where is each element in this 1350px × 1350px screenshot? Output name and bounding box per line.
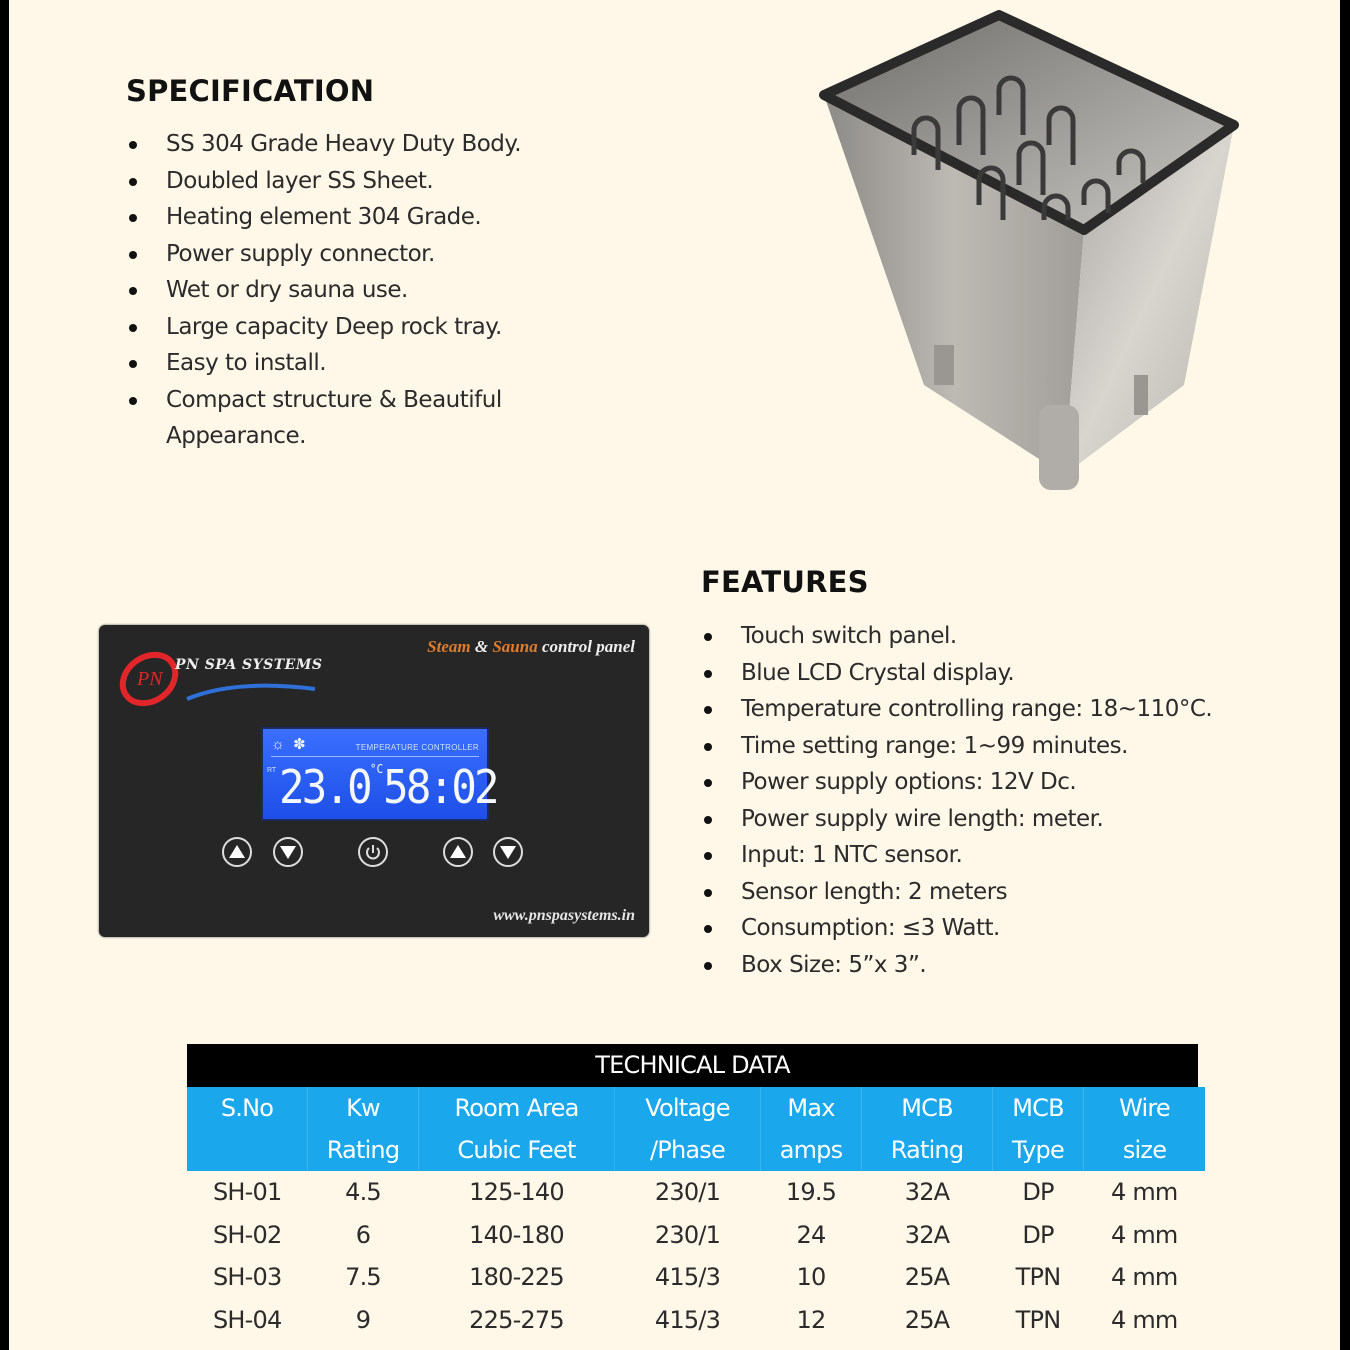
table-cell: 24 [796, 1220, 826, 1249]
bullet-icon [129, 397, 137, 405]
table-cell: 4 mm [1111, 1263, 1178, 1292]
table-row [187, 1214, 1205, 1257]
list-item [126, 309, 626, 346]
time-down-button[interactable] [493, 837, 523, 867]
column-header-line: /Phase [650, 1136, 725, 1164]
column-header [761, 1087, 862, 1171]
column-header [419, 1087, 615, 1171]
column-header-line: MCB [1012, 1094, 1064, 1122]
table-row [187, 1256, 1205, 1299]
panel-title [427, 637, 635, 657]
bullet-icon [704, 816, 712, 824]
list-item [701, 764, 1321, 801]
lcd-label: TEMPERATURE CONTROLLER [355, 743, 479, 752]
table-cell: 4 mm [1111, 1178, 1178, 1207]
bullet-icon [704, 706, 712, 714]
table-cell: 225-275 [469, 1305, 564, 1334]
list-item [126, 382, 626, 455]
bullet-icon [704, 889, 712, 897]
triangle-up-icon [227, 842, 247, 862]
power-button[interactable] [358, 837, 388, 867]
table-cell: 415/3 [654, 1263, 721, 1292]
bullet-icon [704, 925, 712, 933]
lcd-divider [271, 756, 479, 757]
column-header-line: Voltage [645, 1094, 730, 1122]
bullet-icon [129, 141, 137, 149]
table-cell: 32A [904, 1220, 950, 1249]
bullet-icon [704, 852, 712, 860]
features-list [701, 618, 1321, 983]
bullet-icon [704, 962, 712, 970]
column-header [308, 1087, 419, 1171]
spec-sheet-page [9, 0, 1340, 1350]
table-cell: 415/3 [654, 1305, 721, 1334]
column-header-line: Wire [1119, 1094, 1170, 1122]
table-title: TECHNICAL DATA [187, 1044, 1198, 1087]
column-header [615, 1087, 761, 1171]
table-row [187, 1171, 1205, 1214]
list-item [126, 126, 626, 163]
list-item [126, 163, 626, 200]
column-header-line: Rating [890, 1136, 964, 1164]
table-cell: 25A [904, 1305, 950, 1334]
temp-down-button[interactable] [273, 837, 303, 867]
table-cell: TPN [1015, 1263, 1061, 1292]
lcd-readout [279, 759, 497, 815]
bullet-icon [129, 360, 137, 368]
list-item [701, 618, 1321, 655]
list-item-text: Consumption: ≤3 Watt. [741, 915, 1000, 941]
technical-data-table [187, 1044, 1198, 1341]
column-header-line: MCB [901, 1094, 953, 1122]
table-cell: 32A [904, 1178, 950, 1207]
list-item-text: Compact structure & Beautiful Appearance. [166, 386, 502, 449]
list-item-text: Blue LCD Crystal display. [741, 659, 1015, 686]
list-item-text: Input: 1 NTC sensor. [741, 842, 963, 868]
list-item-text: Large capacity Deep rock tray. [166, 313, 502, 340]
list-item-text: Heating element 304 Grade. [166, 204, 482, 230]
list-item-text: Time setting range: 1~99 minutes. [741, 732, 1128, 759]
table-cell: 9 [355, 1305, 371, 1334]
list-item-text: Sensor length: 2 meters [741, 878, 1008, 905]
column-header-line: Type [1012, 1136, 1064, 1164]
list-item [126, 236, 626, 273]
list-item-text: Wet or dry sauna use. [166, 277, 408, 303]
table-cell: SH-01 [213, 1178, 282, 1207]
table-row [187, 1299, 1205, 1342]
timer-value: 58:02 [383, 760, 497, 814]
time-up-button[interactable] [443, 837, 473, 867]
column-header [862, 1087, 993, 1171]
bullet-icon [129, 251, 137, 259]
column-header-line: size [1122, 1136, 1167, 1164]
list-item [701, 947, 1321, 984]
bullet-icon [129, 324, 137, 332]
column-header-line: amps [779, 1136, 843, 1164]
list-item [701, 874, 1321, 911]
bullet-icon [129, 287, 137, 295]
list-item [126, 345, 626, 382]
column-header-line: Max [787, 1094, 835, 1122]
title-amp: & [470, 637, 493, 656]
column-header [187, 1087, 308, 1171]
list-item [126, 272, 626, 309]
column-header-line: Kw [346, 1094, 380, 1122]
column-header-line: S.No [220, 1094, 274, 1122]
table-cell: 6 [355, 1220, 371, 1249]
column-header [993, 1087, 1084, 1171]
list-item [701, 837, 1321, 874]
lcd-display [261, 727, 497, 821]
list-item-text: Touch switch panel. [741, 623, 957, 649]
logo-letters: PN [137, 668, 163, 690]
bullet-icon [704, 633, 712, 641]
specification-list [126, 126, 626, 455]
panel-url: www.pnspasystems.in [493, 907, 635, 924]
temp-unit: °C [369, 762, 384, 776]
table-cell: 4 mm [1111, 1305, 1178, 1334]
table-cell: SH-04 [213, 1305, 282, 1334]
bullet-icon [129, 178, 137, 186]
table-cell: 19.5 [785, 1178, 837, 1207]
list-item-text: Power supply wire length: meter. [741, 805, 1104, 832]
list-item-text: Easy to install. [166, 350, 327, 376]
column-header-line: Rating [326, 1136, 400, 1164]
table-cell: 12 [796, 1305, 826, 1334]
table-cell: 180-225 [469, 1263, 564, 1292]
control-panel-image [99, 625, 649, 937]
list-item [701, 801, 1321, 838]
list-item-text: Temperature controlling range: 18~110°C. [741, 696, 1213, 722]
bullet-icon [704, 779, 712, 787]
bullet-icon [704, 670, 712, 678]
temperature-value: 23.0 [279, 760, 370, 814]
list-item [126, 199, 626, 236]
table-cell: TPN [1015, 1305, 1061, 1334]
table-cell: 4.5 [345, 1178, 381, 1207]
list-item [701, 655, 1321, 692]
list-item [701, 910, 1321, 947]
table-cell: 125-140 [469, 1178, 564, 1207]
list-item [701, 691, 1321, 728]
triangle-up-icon [448, 842, 468, 862]
power-icon [363, 842, 383, 862]
table-cell: DP [1022, 1178, 1054, 1207]
brand-name: PN SPA SYSTEMS [175, 657, 323, 673]
pn-logo [115, 639, 325, 709]
table-cell: 25A [904, 1263, 950, 1292]
table-cell: 7.5 [345, 1263, 381, 1292]
table-cell: DP [1022, 1220, 1054, 1249]
table-cell: SH-03 [213, 1263, 282, 1292]
list-item-text: Box Size: 5”x 3”. [741, 951, 927, 978]
table-body [187, 1171, 1205, 1341]
bullet-icon [704, 743, 712, 751]
list-item-text: Power supply options: 12V Dc. [741, 769, 1077, 795]
table-cell: 4 mm [1111, 1220, 1178, 1249]
sun-icon: ☼ ✽ [271, 736, 306, 753]
list-item-text: Power supply connector. [166, 240, 435, 267]
list-item-text: Doubled layer SS Sheet. [166, 167, 434, 194]
sauna-heater-image [809, 5, 1249, 495]
column-header-line: Cubic Feet [457, 1136, 576, 1164]
table-header-row [187, 1087, 1205, 1171]
title-steam: Steam [427, 637, 471, 656]
triangle-down-icon [278, 842, 298, 862]
specification-heading: SPECIFICATION [126, 74, 375, 108]
triangle-down-icon [498, 842, 518, 862]
list-item-text: SS 304 Grade Heavy Duty Body. [166, 131, 522, 157]
bullet-icon [129, 214, 137, 222]
title-rest: control panel [537, 637, 635, 656]
table-cell: 230/1 [654, 1178, 721, 1207]
table-cell: 140-180 [469, 1220, 564, 1249]
table-cell: 230/1 [654, 1220, 721, 1249]
column-header [1084, 1087, 1206, 1171]
features-heading: FEATURES [701, 565, 869, 599]
lcd-rt: RT [267, 767, 277, 774]
title-sauna: Sauna [492, 637, 538, 656]
table-cell: SH-02 [213, 1220, 282, 1249]
temp-up-button[interactable] [222, 837, 252, 867]
table-cell: 10 [796, 1263, 826, 1292]
list-item [701, 728, 1321, 765]
column-header-line: Room Area [454, 1094, 579, 1122]
